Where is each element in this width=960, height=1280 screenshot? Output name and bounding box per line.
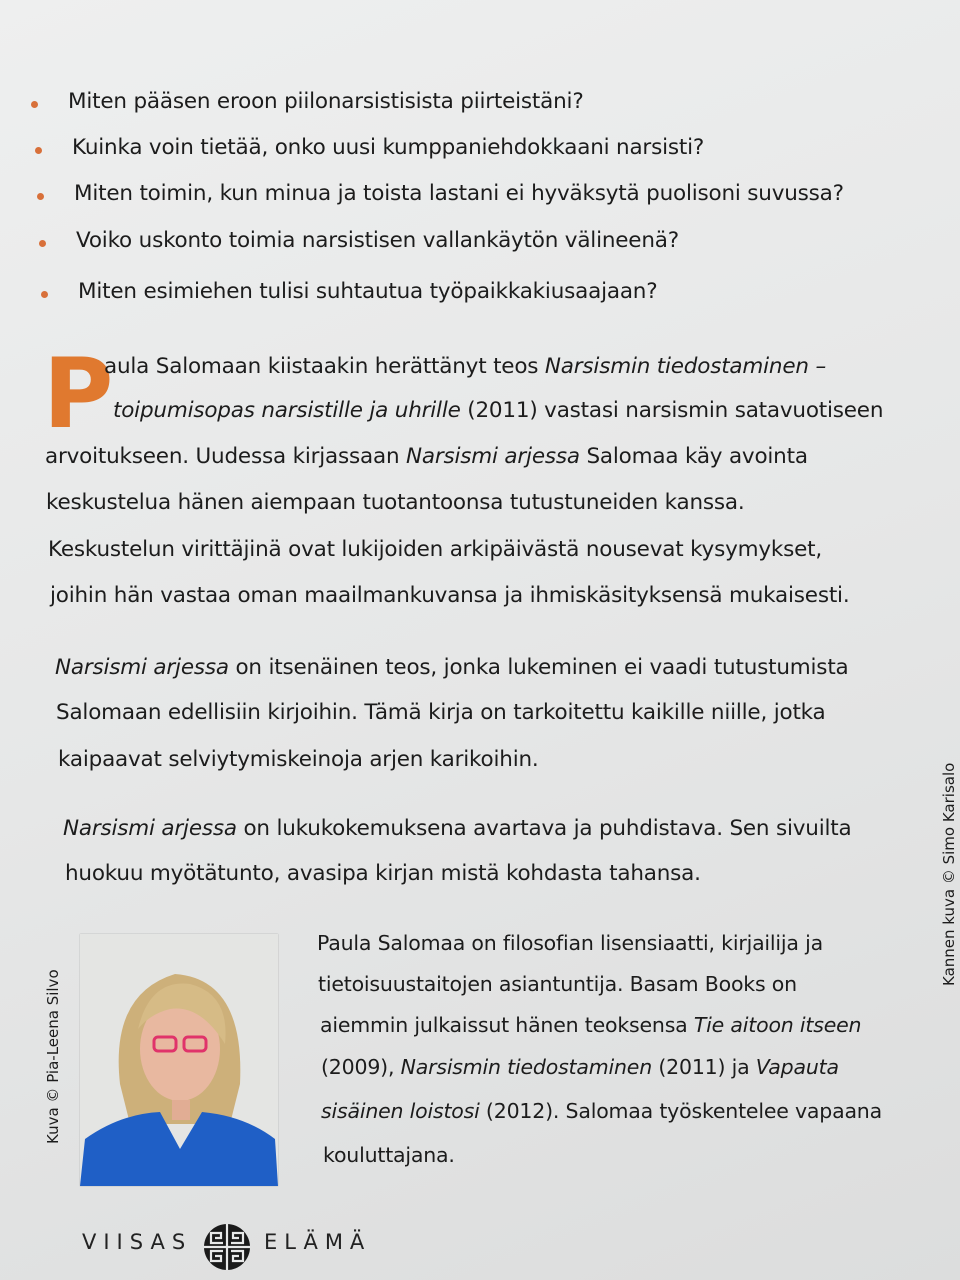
text-segment: (2009), [321,1055,401,1079]
question-item: Miten pääsen eroon piilonarsistisista piirteistäni? [68,89,584,114]
text-segment: on itsenäinen teos, jonka lukeminen ei vaadi tutustumista [228,655,849,680]
text-line [65,861,701,886]
book-title: Narsismi arjessa [63,816,237,841]
text-line [321,1055,839,1079]
question-item: Voiko uskonto toimia narsistisen vallankäytön välineenä? [76,228,679,253]
photo-credit: Kuva © Pia-Leena Silvo [44,969,62,1144]
question-item: Miten toimin, kun minua ja toista lastani ei hyväksytä puolisoni suvussa? [74,181,844,206]
cover-credit: Kannen kuva © Simo Karisalo [940,762,958,986]
book-title: Tie aitoon itseen [693,1013,862,1037]
text-line [56,700,826,725]
text-line [46,490,745,515]
text-line [45,444,808,469]
text-line [58,747,539,772]
text-line [63,816,851,841]
text-segment: huokuu myötätunto, avasipa kirjan mistä kohdasta tahansa. [65,861,701,886]
text-line [321,1099,882,1123]
book-title: sisäinen loistosi [321,1099,480,1123]
text-segment: Salomaa käy avointa [579,444,808,469]
text-line [104,354,826,379]
book-title: Narsismin tiedostaminen – [544,354,826,379]
logo-icon [203,1223,251,1271]
text-segment: tietoisuustaitojen asiantuntija. Basam Books on [318,972,797,996]
bullet-icon [31,101,38,108]
question-item: Kuinka voin tietää, onko uusi kumppaniehdokkaani narsisti? [72,135,705,160]
text-segment: (2012). Salomaa työskentelee vapaana [479,1099,882,1123]
text-segment: on lukukokemuksena avartava ja puhdistava. Sen sivuilta [236,816,852,841]
book-title: Narsismi arjessa [55,655,229,680]
text-segment: keskustelua hänen aiempaan tuotantoonsa tutustuneiden kanssa. [46,490,745,515]
bullet-icon [39,240,46,247]
text-line [320,1013,861,1037]
text-segment: kaipaavat selviytymiskeinoja arjen karikoihin. [58,747,539,772]
drop-cap: P [43,338,114,450]
text-segment: aula Salomaan kiistaakin herättänyt teos [104,354,545,379]
book-title: Narsismin tiedostaminen [400,1055,653,1079]
logo-text-left: VIISAS [82,1230,193,1254]
text-segment: Salomaan edellisiin kirjoihin. Tämä kirja on tarkoitettu kaikille niille, jotka [56,700,826,725]
book-title: Narsismi arjessa [406,444,580,469]
bullet-icon [35,147,42,154]
text-segment: aiemmin julkaissut hänen teoksensa [320,1013,694,1037]
text-line [113,398,883,423]
bullet-icon [41,291,48,298]
text-segment: Paula Salomaa on filosofian lisensiaatti, kirjailija ja [317,931,823,955]
logo-text-right: ELÄMÄ [264,1230,372,1254]
text-segment: (2011) ja [652,1055,756,1079]
author-photo [80,934,278,1186]
text-line [323,1143,455,1167]
text-segment: kouluttajana. [323,1143,455,1167]
text-line [50,583,849,608]
text-segment: (2011) vastasi narsismin satavuotiseen [460,398,884,423]
book-title: toipumisopas narsistille ja uhrille [113,398,461,423]
text-line [48,537,822,562]
question-item: Miten esimiehen tulisi suhtautua työpaikkakiusaajaan? [78,279,658,304]
bullet-icon [37,193,44,200]
text-segment: joihin hän vastaa oman maailmankuvansa ja ihmiskäsityksensä mukaisesti. [50,583,850,608]
text-line [318,972,797,996]
text-line [317,931,823,955]
text-segment: arvoitukseen. Uudessa kirjassaan [45,444,406,469]
book-title: Vapauta [755,1055,839,1079]
text-line [55,655,849,680]
text-segment: Keskustelun virittäjinä ovat lukijoiden arkipäivästä nousevat kysymykset, [48,537,823,562]
